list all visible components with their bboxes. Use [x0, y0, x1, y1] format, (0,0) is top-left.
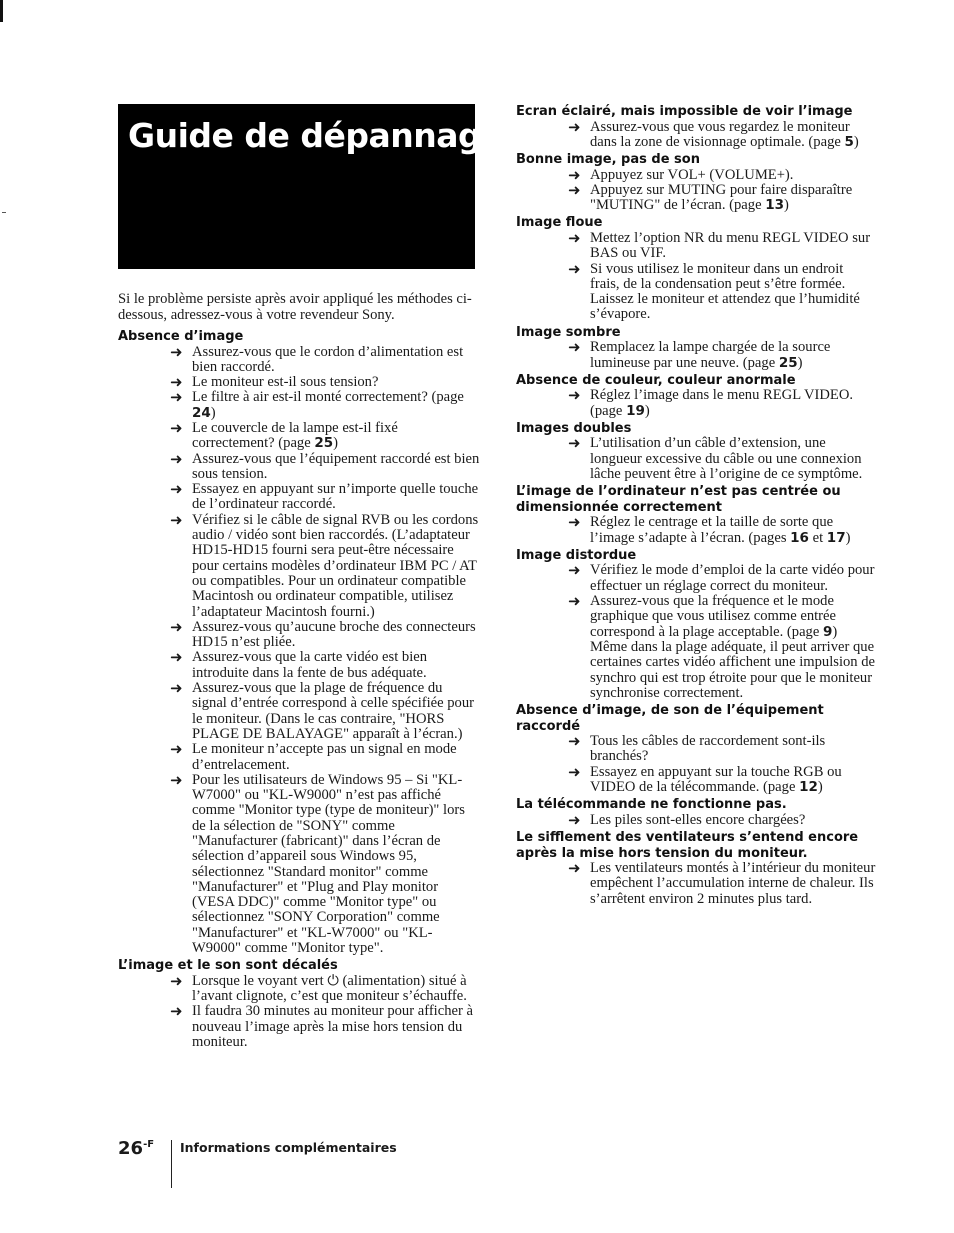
- page-number-value: 26: [118, 1138, 144, 1159]
- item-text-after: ): [853, 133, 859, 150]
- item-text: Le moniteur est-il sous tension?: [192, 374, 379, 391]
- list-item: [516, 180, 876, 214]
- item-text: Remplacez la lampe chargée de la source lumineuse par une neuve. (page: [590, 339, 831, 371]
- arrow-icon: ➜: [170, 679, 183, 698]
- section-heading: Ecran éclairé, mais impossible de voir l’image: [516, 104, 853, 119]
- item-list: [516, 228, 876, 323]
- item-text: Vérifiez si le câble de signal RVB ou les cordons audio / vidéo sont bien raccordés. (L’adaptateur HD15-HD15 fourni sera peut-être nécessaire pour certains modèles d’ordinateur IBM PC / AT ou compatibles. Pour un ordinateur compatible Macintosh ou ordinateur compatible, utilisez l’adaptateur Macintosh fourni.): [192, 511, 479, 620]
- arrow-icon: ➜: [170, 388, 183, 407]
- item-text: Appuyez sur VOL+ (VOLUME+).: [590, 166, 794, 183]
- item-text: Les ventilateurs montés à l’intérieur du moniteur empêchent l’accumulation interne de chaleur. Ils s’arrêtent environ 2 minutes plus tard.: [590, 860, 876, 907]
- trouble-section: [516, 104, 876, 150]
- item-text: Assurez-vous que la fréquence et le mode graphique que vous utilisez comme entrée correspond à la plage acceptable. (page: [590, 593, 836, 640]
- item-list: [516, 810, 876, 829]
- arrow-icon: ➜: [568, 228, 581, 247]
- item-list: [516, 436, 876, 482]
- item-text-after: ): [333, 435, 339, 452]
- list-item: [516, 810, 876, 829]
- left-column: [118, 292, 480, 1052]
- item-text-after: ): [817, 779, 823, 795]
- page-ref: 24: [192, 404, 211, 421]
- list-item: [118, 418, 480, 452]
- item-text: Pour les utilisateurs de Windows 95 – Si "KL-W7000" ou "KL-W9000" n’est pas affiché comme "Monitor type (type de moniteur)" lors de la sélection de "SONY" comme "Manufacturer (fabricant)" dans l’écran de sélection d’appareil sous Windows 95, sélectionnez "Standard monitor" comme "Manufacturer" et "Plug and Play monitor (VESA DDC)" comme "Monitor type" ou sélectionnez "SONY Corporation" comme "Manufacturer" et "KL-W7000" ou "KL-W9000" comme "Monitor type".: [192, 771, 465, 957]
- list-item: [118, 681, 480, 742]
- arrow-icon: ➜: [170, 480, 183, 499]
- arrow-icon: ➜: [170, 770, 183, 789]
- list-item: [118, 1004, 480, 1050]
- page-ref: 13: [765, 197, 785, 214]
- item-text: Essayez en appuyant sur n’importe quelle touche de l’ordinateur raccordé.: [192, 481, 479, 513]
- item-text: Assurez-vous que la plage de fréquence du signal d’entrée correspond à celle spécifiée pour le moniteur. (Dans le cas contraire, "HORS PLAGE DE BALAYAGE" apparaît à l’écran.): [192, 680, 475, 742]
- edge-tick: [2, 212, 6, 213]
- arrow-icon: ➜: [568, 165, 581, 184]
- item-text: Essayez en appuyant sur la touche RGB ou VIDEO de la télécommande. (page: [590, 763, 842, 795]
- arrow-icon: ➜: [170, 740, 183, 759]
- item-text: Réglez l’image dans le menu REGL VIDEO. (page: [590, 387, 854, 419]
- page-ref: 9: [822, 623, 833, 640]
- trouble-section: [516, 830, 876, 907]
- arrow-icon: ➜: [170, 510, 183, 529]
- arrow-icon: ➜: [568, 732, 581, 751]
- item-list: [516, 734, 876, 795]
- trouble-section: [118, 958, 480, 1050]
- list-item: [516, 594, 876, 701]
- section-heading: L’image et le son sont décalés: [118, 958, 338, 974]
- item-text-after: ): [644, 402, 650, 419]
- title-banner: [118, 104, 504, 269]
- item-text-mid: et: [808, 529, 827, 546]
- list-item: [118, 390, 480, 421]
- section-heading: Image sombre: [516, 324, 621, 340]
- list-item: [118, 449, 480, 483]
- trouble-section: [516, 703, 876, 795]
- footer-section-label: Informations complémentaires: [180, 1140, 397, 1155]
- trouble-section: [516, 215, 876, 322]
- trouble-section: [118, 329, 480, 956]
- item-text: Assurez-vous que le cordon d’alimentation est bien raccordé.: [192, 343, 464, 375]
- item-text: Mettez l’option NR du menu REGL VIDEO sur BAS ou VIF.: [590, 229, 871, 262]
- page-ref: 25: [314, 435, 334, 452]
- list-item: [516, 117, 876, 151]
- item-text: Appuyez sur MUTING pour faire disparaître "MUTING" de l’écran. (page: [590, 181, 853, 214]
- list-item: [118, 617, 480, 651]
- item-list: [516, 563, 876, 701]
- list-item: [516, 515, 876, 546]
- trouble-section: [516, 373, 876, 419]
- section-heading: Absence d’image: [118, 329, 244, 344]
- section-heading: Image floue: [516, 215, 603, 231]
- trouble-section: [516, 421, 876, 482]
- right-sections: [516, 104, 876, 907]
- page-ref: 16: [790, 529, 809, 546]
- arrow-icon: ➜: [568, 259, 581, 278]
- arrow-icon: ➜: [568, 859, 581, 878]
- list-item: [516, 436, 876, 482]
- item-text: Assurez-vous qu’aucune broche des connecteurs HD15 n’est pliée.: [192, 618, 476, 651]
- section-heading: Absence d’image, de son de l’équipement raccordé: [516, 703, 824, 734]
- edge-mark: [0, 0, 3, 22]
- arrow-icon: ➜: [568, 513, 581, 532]
- trouble-section: [516, 152, 876, 213]
- item-list: [516, 117, 876, 151]
- item-text: Les piles sont-elles encore chargées?: [590, 811, 806, 828]
- section-heading: La télécommande ne fonctionne pas.: [516, 797, 787, 813]
- arrow-icon: ➜: [568, 180, 581, 199]
- item-text: Tous les câbles de raccordement sont-ils branchés?: [590, 733, 826, 765]
- arrow-icon: ➜: [170, 418, 183, 437]
- item-list: [516, 165, 876, 214]
- item-text: Assurez-vous que vous regardez le moniteur dans la zone de visionnage optimale. (page: [590, 118, 850, 150]
- page-number: [118, 1138, 154, 1159]
- trouble-section: [516, 548, 876, 701]
- trouble-section: [516, 484, 876, 546]
- arrow-icon: ➜: [568, 386, 581, 405]
- arrow-icon: ➜: [170, 971, 183, 990]
- item-text: Le couvercle de la lampe est-il fixé correctement? (page: [192, 419, 398, 452]
- item-text-after: ): [784, 197, 789, 214]
- list-item: [516, 259, 876, 323]
- trouble-section: [516, 797, 876, 828]
- arrow-icon: ➜: [568, 434, 581, 453]
- page-ref: 12: [799, 779, 818, 795]
- list-item: [118, 342, 480, 376]
- list-item: [118, 482, 480, 513]
- arrow-icon: ➜: [170, 373, 183, 392]
- list-item: [118, 650, 480, 681]
- item-text: Assurez-vous que l’équipement raccordé est bien sous tension.: [192, 450, 480, 482]
- item-text: Assurez-vous que la carte vidéo est bien introduite dans la fente de bus adéquate.: [192, 649, 428, 681]
- arrow-icon: ➜: [568, 762, 581, 781]
- list-item: [516, 734, 876, 765]
- list-item: [118, 971, 480, 1005]
- section-heading: Le sifflement des ventilateurs s’entend encore après la mise hors tension du moniteur.: [516, 830, 859, 861]
- section-heading: L’image de l’ordinateur n’est pas centrée ou dimensionnée correctement: [516, 484, 841, 515]
- arrow-icon: ➜: [170, 617, 183, 636]
- arrow-icon: ➜: [170, 648, 183, 667]
- page-number-suffix: -F: [143, 1139, 155, 1150]
- section-heading: Bonne image, pas de son: [516, 152, 700, 168]
- list-item: [516, 388, 876, 419]
- item-text-after: ): [845, 529, 851, 546]
- item-text: Lorsque le voyant vert ⏻ (alimentation) situé à l’avant clignote, c’est que moniteur s’échauffe.: [192, 972, 467, 1005]
- list-item: [516, 563, 876, 594]
- list-item: [118, 742, 480, 773]
- item-list: [118, 342, 480, 957]
- list-item: [516, 861, 876, 907]
- item-text-after: ): [797, 354, 803, 371]
- right-column: [516, 104, 876, 909]
- arrow-icon: ➜: [568, 338, 581, 357]
- page-ref: 5: [844, 133, 854, 150]
- item-list: [516, 388, 876, 419]
- item-text: Le filtre à air est-il monté correctement? (page: [192, 389, 464, 406]
- list-item: [516, 762, 876, 796]
- arrow-icon: ➜: [568, 117, 581, 136]
- list-item: [118, 510, 480, 620]
- item-text: Vérifiez le mode d’emploi de la carte vidéo pour effectuer un réglage correct du moniteur.: [590, 562, 875, 594]
- arrow-icon: ➜: [170, 342, 183, 361]
- page-ref: 25: [778, 354, 798, 371]
- list-item: [516, 340, 876, 371]
- item-list: [516, 515, 876, 546]
- arrow-icon: ➜: [170, 1002, 183, 1021]
- item-text: Le moniteur n’accepte pas un signal en mode d’entrelacement.: [192, 741, 457, 773]
- item-text: Il faudra 30 minutes au moniteur pour afficher à nouveau l’image après la mise hors tension du moniteur.: [192, 1003, 473, 1051]
- page-title: Guide de dépannage: [128, 116, 504, 155]
- intro-paragraph: Si le problème persiste après avoir appliqué les méthodes ci-dessous, adressez-vous à votre revendeur Sony.: [118, 291, 472, 323]
- item-text: L’utilisation d’un câble d’extension, une longueur excessive du câble ou une connexion lâche peuvent être à l’origine de ce symptôme.: [590, 435, 863, 483]
- page-ref: 19: [626, 402, 645, 419]
- item-text: Réglez le centrage et la taille de sorte que l’image s’adapte à l’écran. (pages: [590, 514, 834, 546]
- section-heading: Images doubles: [516, 420, 632, 436]
- arrow-icon: ➜: [568, 561, 581, 580]
- item-text-after: ): [210, 404, 216, 421]
- arrow-icon: ➜: [568, 810, 581, 829]
- item-list: [118, 971, 480, 1051]
- item-list: [516, 340, 876, 371]
- arrow-icon: ➜: [170, 449, 183, 468]
- section-heading: Image distordue: [516, 547, 637, 563]
- item-text-after: ) Même dans la plage adéquate, il peut arriver que certaines cartes vidéo affichent une impulsion de synchro qui est trop étroite pour que le moniteur synchronise correctement.: [590, 623, 876, 701]
- page-ref: 17: [826, 529, 846, 546]
- list-item: [118, 770, 480, 957]
- item-text: Si vous utilisez le moniteur dans un endroit frais, de la condensation peut s’être formée. Laissez le moniteur et attendez que l’humidité s’évapore.: [590, 260, 860, 323]
- footer-divider: [171, 1140, 172, 1188]
- left-sections: [118, 329, 480, 1050]
- item-list: [516, 861, 876, 907]
- arrow-icon: ➜: [568, 592, 581, 611]
- section-heading: Absence de couleur, couleur anormale: [516, 372, 796, 388]
- trouble-section: [516, 325, 876, 371]
- list-item: [516, 228, 876, 262]
